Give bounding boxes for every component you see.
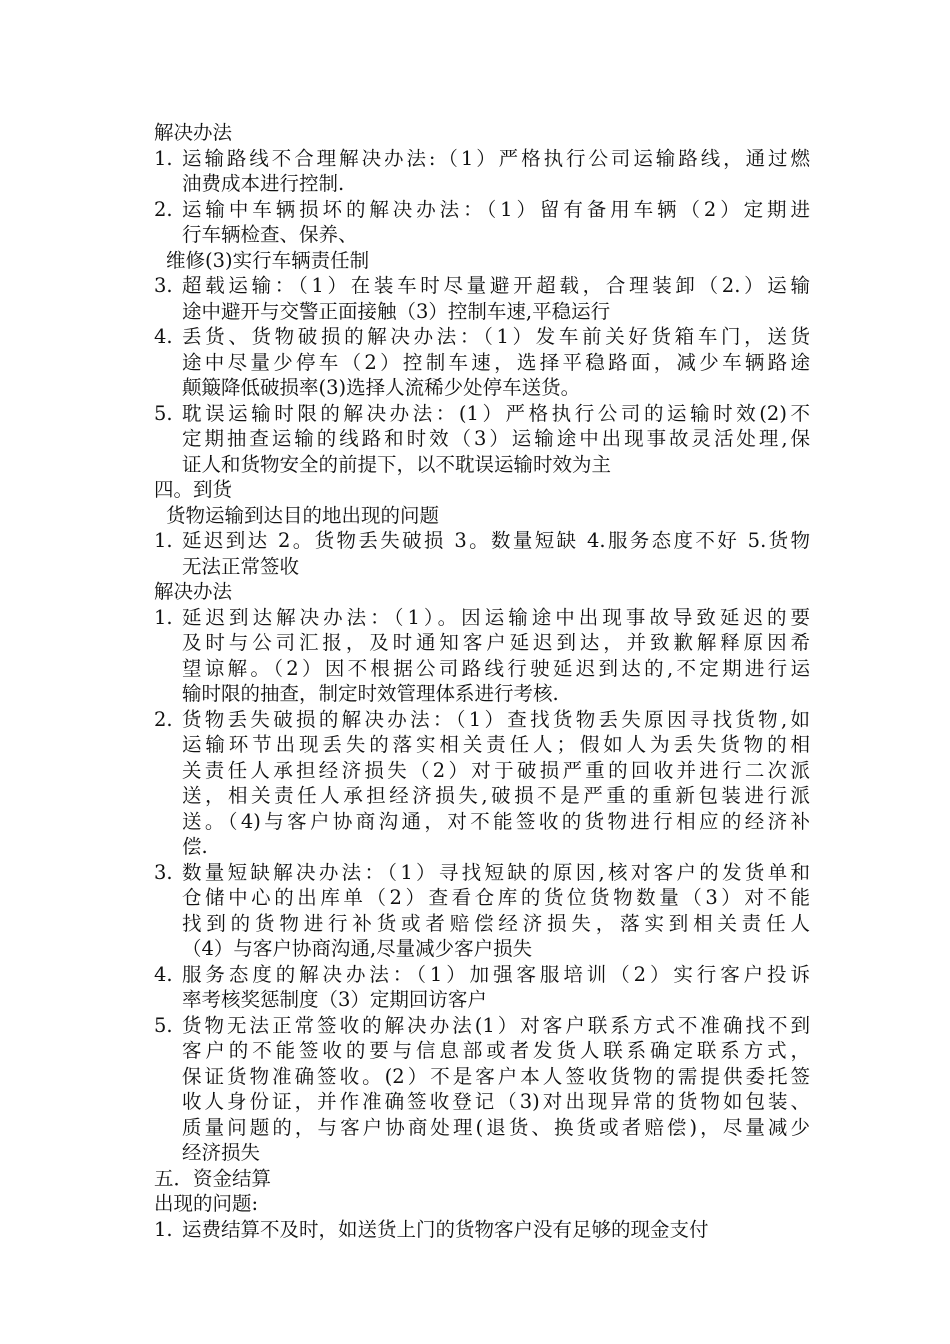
list-item-number: 5. — [154, 1013, 173, 1037]
list-item-line: 定期抽查运输的线路和时效（3）运输途中出现事故灵活处理,保 — [182, 427, 810, 450]
section-subtitle-problems: 出现的问题: — [154, 1192, 259, 1215]
list-item-number: 2. — [154, 707, 173, 731]
list-item-line: 油费成本进行控制. — [182, 172, 345, 195]
list-item-line: 超载运输：（1）在装车时尽量避开超载，合理装卸（2.）运输 — [182, 274, 810, 297]
list-item — [154, 707, 810, 860]
list-item-line: 途中尽量少停车（2）控制车速，选择平稳路面，减少车辆路途 — [182, 350, 810, 374]
list-item-number: 5. — [154, 401, 173, 425]
list-item-number: 1. — [154, 605, 173, 629]
list-item — [154, 528, 810, 579]
list-item-line: 仓储中心的出库单（2）查看仓库的货位货物数量（3）对不能 — [182, 886, 810, 909]
section-subtitle-arrival-problems: 货物运输到达目的地出现的问题 — [166, 503, 440, 527]
list-item-line: 客户的不能签收的要与信息部或者发货人联系确定联系方式， — [182, 1039, 810, 1062]
list-item-line: 找到的货物进行补货或者赔偿经济损失，落实到相关责任人 — [182, 911, 810, 935]
list-item-line: 偿. — [182, 835, 208, 858]
list-item-line: 保证货物准确签收。(2）不是客户本人签收货物的需提供委托签 — [182, 1064, 810, 1088]
list-item — [154, 860, 810, 962]
list-item-number: 3. — [154, 860, 173, 884]
list-item-line: 运输路线不合理解决办法:（1）严格执行公司运输路线，通过燃 — [182, 146, 810, 170]
list-item-line: （4）与客户协商沟通,尽量减少客户损失 — [182, 937, 533, 960]
problem-list-arrival — [154, 528, 810, 579]
heading-solutions: 解决办法 — [154, 121, 233, 144]
list-item-line: 货物丢失破损的解决办法：（1）查找货物丢失原因寻找货物,如 — [182, 707, 810, 731]
list-item-line: 行车辆检查、保养、 — [182, 223, 358, 246]
list-item-line: 数量短缺解决办法：（1）寻找短缺的原因,核对客户的发货单和 — [182, 860, 810, 884]
list-item-number: 2. — [154, 197, 173, 221]
list-item-number: 1. — [154, 529, 173, 552]
list-item-line: 运费结算不及时，如送货上门的货物客户没有足够的现金支付 — [182, 1217, 709, 1241]
solution-list-transport — [154, 146, 810, 248]
list-item — [154, 401, 810, 478]
list-item-line: 率考核奖惩制度（3）定期回访客户 — [182, 988, 487, 1011]
list-item-line: 质量问题的，与客户协商处理(退货、换货或者赔偿)，尽量减少 — [182, 1115, 810, 1139]
solution-list-transport-cont — [154, 273, 810, 477]
list-item-line: 望谅解。（2）因不根据公司路线行驶延迟到达的,不定期进行运 — [182, 656, 810, 680]
list-item-line: 丢货、货物破损的解决办法：（1）发车前关好货箱车门，送货 — [182, 325, 810, 348]
list-item-line: 运输环节出现丢失的落实相关责任人；假如人为丢失货物的相 — [182, 733, 810, 756]
list-item-line: 延迟到达 2。货物丢失破损 3。数量短缺 4.服务态度不好 5.货物 — [182, 529, 810, 552]
problem-list-settlement — [154, 1217, 810, 1243]
list-item-line: 收人身份证，并作准确签收登记（3)对出现异常的货物如包装、 — [182, 1090, 810, 1113]
list-item-line: 证人和货物安全的前提下，以不耽误运输时效为主 — [182, 452, 612, 476]
list-item-line: 无法正常签收 — [182, 554, 300, 578]
list-item-line: 途中避开与交警正面接触（3）控制车速,平稳运行 — [182, 299, 611, 323]
list-item-line: 服务态度的解决办法：（1）加强客服培训（2）实行客户投诉 — [182, 962, 810, 986]
list-item-number: 4. — [154, 325, 173, 348]
list-item — [154, 605, 810, 707]
list-item — [154, 1013, 810, 1166]
list-item-number: 4. — [154, 962, 173, 986]
list-item-line: 运输中车辆损坏的解决办法：（1）留有备用车辆（2）定期进 — [182, 197, 810, 221]
list-item-line: 货物无法正常签收的解决办法(1）对客户联系方式不准确找不到 — [182, 1013, 810, 1037]
document-body — [154, 120, 810, 1242]
list-item-line: 输时限的抽查，制定时效管理体系进行考核. — [182, 682, 559, 705]
list-item — [154, 962, 810, 1013]
list-item — [154, 146, 810, 197]
list-item-line: 延迟到达解决办法：（1）。因运输途中出现事故导致延迟的要 — [182, 605, 810, 629]
list-continuation: 维修(3)实行车辆责任制 — [166, 248, 370, 272]
list-item — [154, 324, 810, 401]
list-item-line: 经济损失 — [182, 1141, 261, 1164]
list-item-line: 颠簸降低破损率(3)选择人流稀少处停车送货。 — [182, 376, 581, 399]
solution-list-arrival — [154, 605, 810, 1166]
section-title-arrival: 四。到货 — [154, 478, 233, 501]
list-item-number: 1. — [154, 146, 173, 170]
list-item-line: 关责任人承担经济损失（2）对于破损严重的回收并进行二次派 — [182, 758, 810, 782]
list-item-line: 耽误运输时限的解决办法：(1）严格执行公司的运输时效(2)不 — [182, 401, 810, 425]
list-item-number: 3. — [154, 274, 173, 297]
list-item-line: 送，相关责任人承担经济损失,破损不是严重的重新包装进行派 — [182, 784, 810, 807]
section-title-settlement: 五．资金结算 — [154, 1166, 272, 1190]
list-item — [154, 273, 810, 324]
list-item-line: 及时与公司汇报，及时通知客户延迟到达，并致歉解释原因希 — [182, 631, 810, 654]
list-item — [154, 197, 810, 248]
list-item-line: 送。（4)与客户协商沟通，对不能签收的货物进行相应的经济补 — [182, 809, 810, 833]
list-item-number: 1. — [154, 1217, 173, 1241]
list-item — [154, 1217, 810, 1243]
heading-solutions: 解决办法 — [154, 580, 233, 603]
